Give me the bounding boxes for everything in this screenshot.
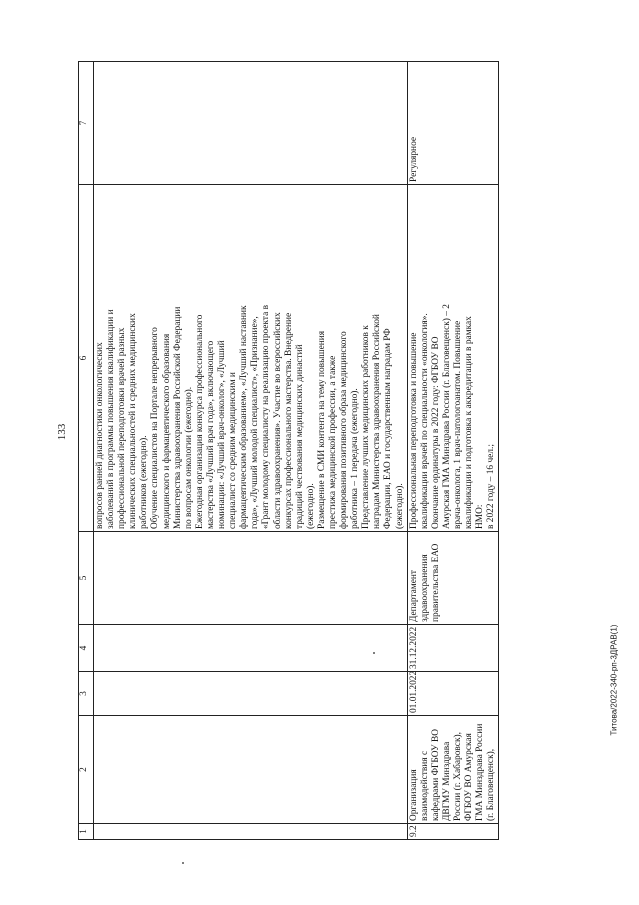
result-line: квалификации врачей по специальности «онкология». [419,313,430,529]
result-line: Профессиональная переподготовка и повышение [408,332,419,529]
measure-line: ФГБОУ ВО Амурская [464,733,475,821]
measure-line: (г. Благовещенск), [486,748,497,821]
result-line: квалификации и подготовка к аккредитации в рамках [464,316,475,529]
result-line: области здравоохранения». Участие во всероссийских [272,312,283,529]
rotated-table-container [78,62,497,840]
result-line: года», «Лучший молодой специалист», «Признание», [250,316,261,529]
result-line: Министерства здравоохранения Российской Федерации [172,306,183,529]
header-col-3: 3 [79,672,94,716]
result-line: специалист со средним медицинским и [228,372,239,529]
result-line: в 2022 году – 16 чел.; [486,444,497,529]
result-line: работника – 1 передача (ежегодно). [350,388,361,529]
header-col-7: 7 [79,62,94,185]
cell-type: Регулярное [407,62,499,185]
plan-table [78,61,499,840]
result-line: Окончание ординатуры в 2022 году: ФГБОУ ВО [430,336,441,529]
result-line: профессиональной переподготовки врачей разных [117,327,128,529]
result-line: Представление лучших медицинских работников к [361,325,372,529]
result-line: формирования позитивного образа медицинского [339,331,350,529]
result-line: медицинского и фармацевтического образования [161,333,172,529]
cell-start [94,672,408,716]
result-line: конкурсах профессионального мастерства. Внедрение [283,312,294,529]
result-line: номинации: «Лучший врач-онколог», «Лучший [217,340,228,529]
measure-line: взаимодействия с [419,750,430,821]
page-number: 133 [56,423,68,441]
measure-line: Организация [408,769,419,821]
cell-result [94,185,408,532]
result-line: НМО: [475,504,486,529]
cell-measure [94,716,408,824]
result-line: врача-онколога, 1 врач-патологоанатом. Повышение [453,320,463,529]
result-line: фармацевтическим образованием», «Лучший наставник [239,305,250,529]
header-col-6: 6 [79,185,94,532]
measure-line: ДВГМУ Минздрава [441,741,452,821]
result-line: «Грант молодому специалисту на реализацию проекта в [261,304,272,529]
table-row-9-2 [407,62,499,840]
cell-result [407,185,499,532]
cell-executor: Департамент здравоохранения правительства ЕАО [407,532,499,625]
cell-end-date: 31.12.2022 [407,625,499,672]
cell-end [94,625,408,672]
table-row-continuation [94,62,408,840]
result-line: Обучение специалистов на Портале непрерывного [150,327,161,529]
result-line: Федерации, ЕАО и государственным наградам РФ [383,328,394,529]
result-line: (ежегодно). [305,483,316,529]
footer-document-code: Титова/2022-340-рп-3ДРАВ(1) [609,624,619,736]
measure-line: кафедрами ФГБОУ ВО [430,729,441,821]
result-line: по вопросам онкологии (ежегодно). [183,386,194,529]
cell-number: 9.2 [407,824,499,840]
result-line: мастерства «Лучший врач года», включающего [205,340,216,529]
result-line: заболеваний в программы повышения квалификации и [106,309,117,529]
result-line: Размещение в СМИ контента на тему повышения [316,330,327,529]
result-line: Амурская ГМА Минздрава России (г. Благовещенск) – 2 [441,304,452,529]
result-line: клинических специальностей и средних медицинских [128,313,139,529]
header-col-2: 2 [79,716,94,824]
scan-speck [182,862,184,864]
result-line: престижа медицинской профессии, а также [327,355,338,529]
cell-number [94,824,408,840]
result-line: Ежегодная организация конкурса профессионального [194,314,205,529]
header-col-5: 5 [79,532,94,625]
cell-measure [407,716,499,824]
measure-line: ГМА Минздрава России [475,723,486,821]
result-line: традиций чествования медицинских династий [294,344,305,529]
result-line: (ежегодно). [394,483,405,529]
measure-line: России (г. Хабаровск), [453,732,463,821]
cell-start-date: 01.01.2022 [407,672,499,716]
header-col-1: 1 [79,824,94,840]
result-line: наградам Министерства здравоохранения Российской [372,314,383,529]
header-row [79,62,94,840]
header-col-4: 4 [79,625,94,672]
cell-executor [94,532,408,625]
cell-type [94,62,408,185]
result-line: вопросов ранней диагностики онкологических [95,342,105,529]
result-line: работников (ежегодно). [139,435,150,529]
